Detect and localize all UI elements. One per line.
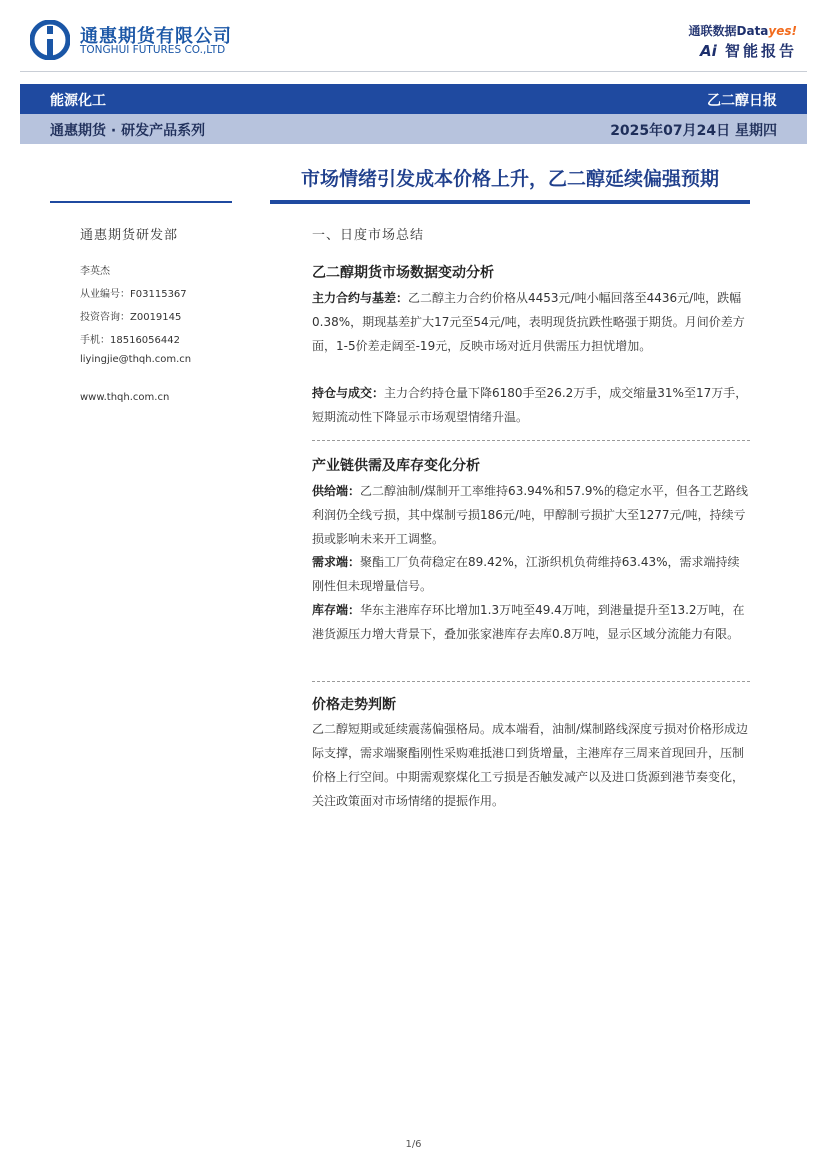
block-title-supply-demand: 产业链供需及库存变化分析 bbox=[312, 458, 480, 474]
sidebar-consult: 投资咨询：Z0019145 bbox=[80, 312, 182, 323]
sidebar-website-link[interactable]: www.thqh.com.cn bbox=[80, 392, 170, 403]
page-number: 1/6 bbox=[405, 1139, 422, 1150]
title-band-primary bbox=[20, 84, 807, 114]
para-lead: 需求端： bbox=[312, 555, 361, 569]
block-title-futures: 乙二醇期货市场数据变动分析 bbox=[312, 265, 494, 281]
para-text: 华东主港库存环比增加1.3万吨至49.4万吨，到港量提升至13.2万吨，在港货源压力增大背景下，叠加张家港库存去库0.8万吨，显示区域分流能力有限。 bbox=[312, 603, 745, 641]
sidebar-license: 从业编号：F03115367 bbox=[80, 289, 187, 300]
para-basis bbox=[312, 286, 750, 358]
section-heading: 一、日度市场总结 bbox=[312, 228, 425, 243]
report-date: 2025年07月24日 星期四 bbox=[610, 123, 777, 139]
para-text: 乙二醇短期或延续震荡偏强格局。成本端看，油制/煤制路线深度亏损对价格形成边际支撑，需求端聚酯刚性采购难抵港口到货增量，主港库存三周来首现回升，压制价格上行空间。中期需观察煤化工亏损是否触发减产以及进口货源到港节奏变化，关注政策面对市场情绪的提振作用。 bbox=[312, 722, 749, 808]
section-divider bbox=[312, 440, 750, 441]
sidebar-dept: 通惠期货研发部 bbox=[80, 228, 179, 243]
para-lead: 库存端： bbox=[312, 603, 361, 617]
section-divider bbox=[312, 681, 750, 682]
para-outlook bbox=[312, 717, 750, 813]
para-supply bbox=[312, 479, 750, 551]
sidebar-email-link[interactable]: liyingjie@thqh.com.cn bbox=[80, 354, 192, 365]
headline-rule bbox=[270, 200, 750, 204]
para-text: 乙二醇主力合约价格从4453元/吨小幅回落至4436元/吨，跌幅0.38%，期现基差扩大17元至54元/吨，表明现货抗跌性略强于期货。月间价差方面，1-5价差走阔至-19元，反映市场对近月供需压力担忧增加。 bbox=[312, 291, 745, 353]
ai-report-label: 智能报告 bbox=[724, 42, 797, 60]
sidebar-phone: 手机：18516056442 bbox=[80, 335, 180, 346]
ai-report-logo bbox=[700, 40, 797, 61]
para-position bbox=[312, 381, 750, 429]
para-text: 主力合约持仓量下降6180手至26.2万手，成交缩量31%至17万手，短期流动性下降显示市场观望情绪升温。 bbox=[312, 386, 748, 424]
para-demand bbox=[312, 550, 750, 598]
para-lead: 持仓与成交： bbox=[312, 386, 385, 400]
datayes-brand: Data bbox=[736, 24, 769, 38]
para-text: 乙二醇油制/煤制开工率维持63.94%和57.9%的稳定水平，但各工艺路线利润仍全线亏损，其中煤制亏损186元/吨，甲醇制亏损扩大至1277元/吨，持续亏损或影响未来开工调整。 bbox=[312, 484, 748, 546]
para-text: 聚酯工厂负荷稳定在89.42%，江浙织机负荷维持63.43%，需求端持续刚性但未现增量信号。 bbox=[312, 555, 740, 593]
company-name-cn: 通惠期货有限公司 bbox=[80, 26, 232, 47]
page-title: 市场情绪引发成本价格上升，乙二醇延续偏强预期 bbox=[300, 168, 719, 190]
para-lead: 供给端： bbox=[312, 484, 361, 498]
para-lead: 主力合约与基差： bbox=[312, 291, 409, 305]
datayes-yes: yes! bbox=[768, 24, 797, 38]
para-inventory bbox=[312, 598, 750, 646]
report-type: 乙二醇日报 bbox=[707, 93, 777, 109]
ai-mark: Ai bbox=[699, 42, 717, 60]
datayes-cn: 通联数据 bbox=[688, 24, 737, 38]
datayes-logo bbox=[689, 22, 798, 39]
header-divider bbox=[20, 71, 807, 72]
sidebar-analyst: 李英杰 bbox=[80, 266, 110, 277]
report-series: 通惠期货 · 研发产品系列 bbox=[50, 123, 206, 139]
company-name-en: TONGHUI FUTURES CO.,LTD bbox=[80, 44, 226, 56]
sidebar-top-rule bbox=[50, 201, 232, 203]
report-category: 能源化工 bbox=[50, 93, 106, 109]
block-title-price-outlook: 价格走势判断 bbox=[312, 697, 396, 713]
tonghui-logo-icon bbox=[30, 20, 70, 60]
